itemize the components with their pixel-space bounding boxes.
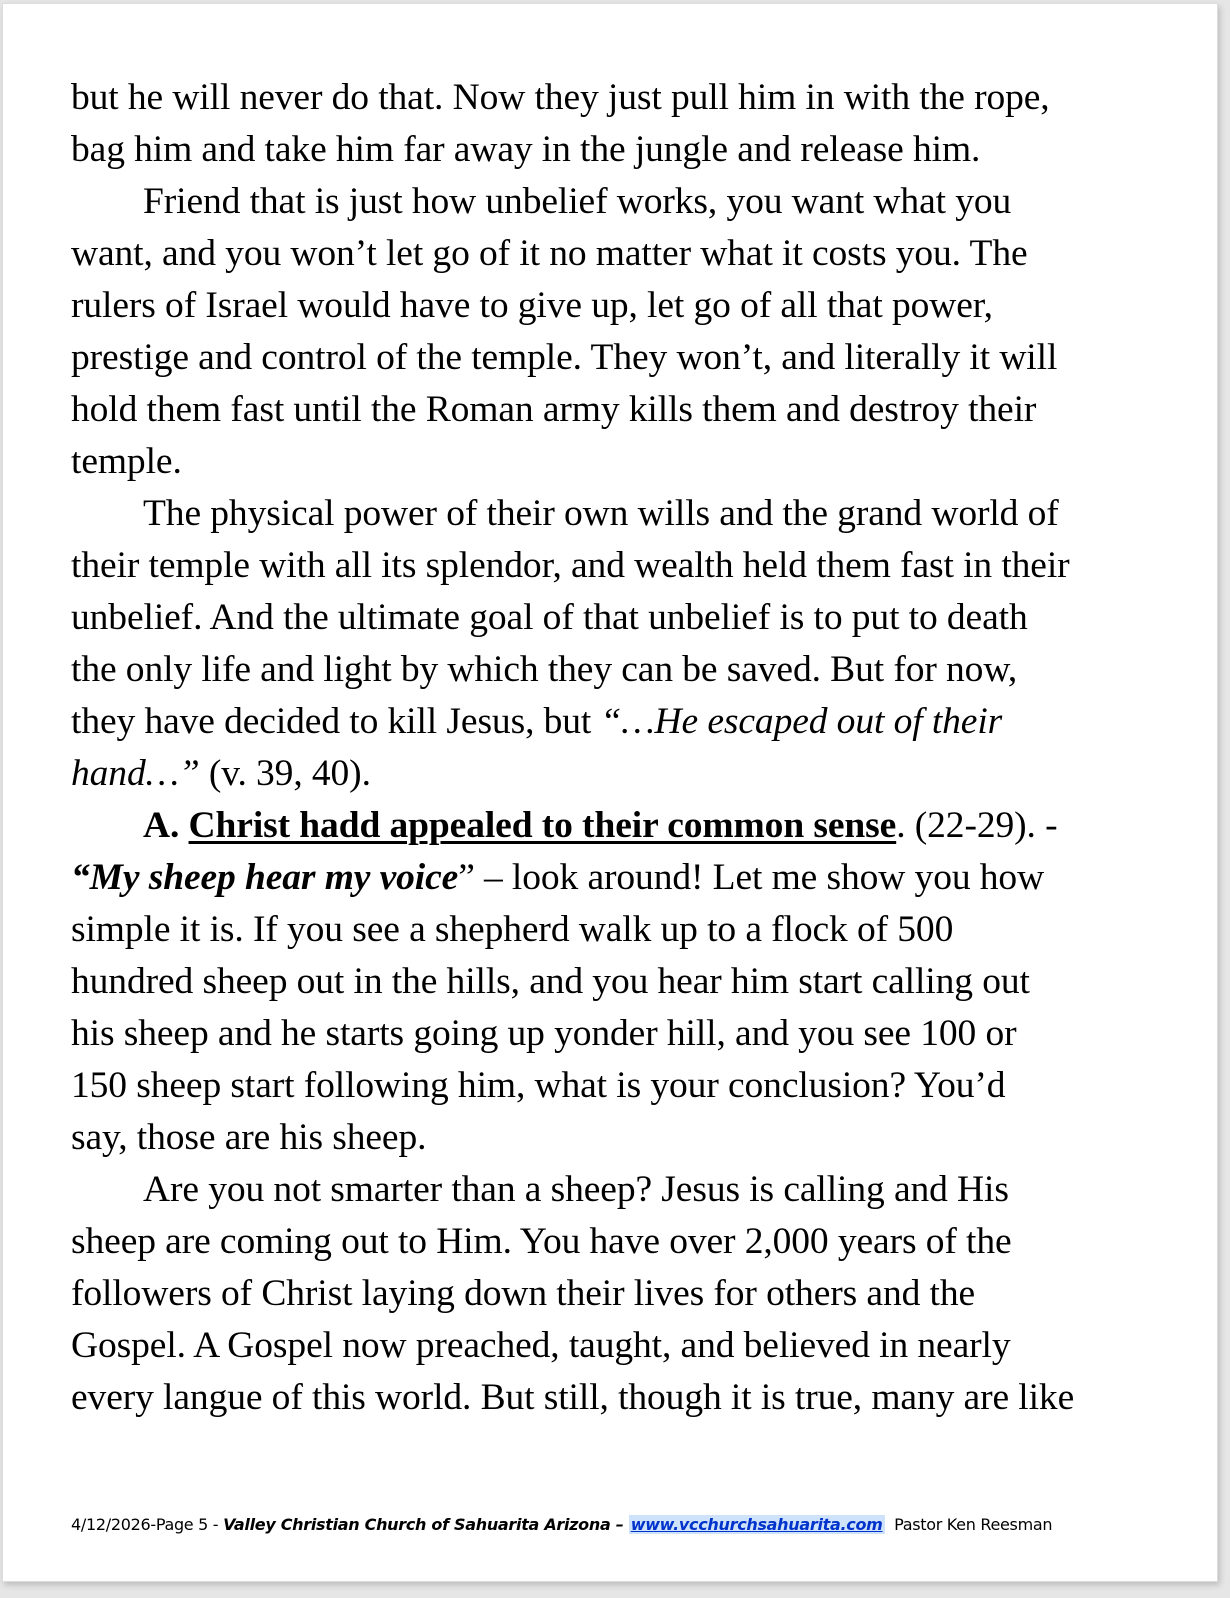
text-line: their temple with all its splendor, and wealth held them fast in their	[71, 545, 1070, 586]
text-line	[71, 752, 371, 796]
scripture-quote: “…He escaped out of their	[600, 701, 1003, 742]
text-line: but he will never do that. Now they just pull him in with the rope,	[71, 77, 1050, 118]
text-line: hold them fast until the Roman army kills them and destroy their	[71, 389, 1037, 430]
text-line	[71, 856, 1044, 900]
heading-suffix: . (22-29). -	[896, 805, 1058, 846]
footer-church-name: Valley Christian Church of Sahuarita Arizona –	[223, 1515, 629, 1534]
text-line: his sheep and he starts going up yonder hill, and you see 100 or	[71, 1013, 1017, 1054]
text-line: bag him and take him far away in the jungle and release him.	[71, 129, 981, 170]
text-line: simple it is. If you see a shepherd walk up to a flock of 500	[71, 909, 954, 950]
text-line: followers of Christ laying down their lives for others and the	[71, 1273, 976, 1314]
footer-pastor: Pastor Ken Reesman	[884, 1515, 1053, 1534]
text-line: temple.	[71, 441, 182, 482]
scripture-quote: hand…”	[71, 753, 200, 794]
document-page	[2, 3, 1218, 1582]
text-span: they have decided to kill Jesus, but	[71, 701, 601, 742]
text-line: the only life and light by which they can be saved. But for now,	[71, 649, 1018, 690]
footer-website-link[interactable]: www.vcchurchsahuarita.com	[630, 1515, 883, 1534]
text-line: Gospel. A Gospel now preached, taught, and believed in nearly	[71, 1325, 1011, 1366]
footer-date-page: 4/12/2026-Page 5 -	[71, 1515, 224, 1534]
section-heading	[143, 804, 1057, 848]
text-span: ” – look around! Let me show you how	[458, 857, 1045, 898]
text-line: say, those are his sheep.	[71, 1117, 427, 1158]
text-line: Friend that is just how unbelief works, you want what you	[143, 181, 1012, 222]
text-line	[71, 700, 1002, 744]
text-line: unbelief. And the ultimate goal of that unbelief is to put to death	[71, 597, 1028, 638]
text-line: hundred sheep out in the hills, and you hear him start calling out	[71, 961, 1030, 1002]
verse-reference: (v. 39, 40).	[199, 753, 371, 794]
text-line: rulers of Israel would have to give up, let go of all that power,	[71, 285, 993, 326]
heading-text: Christ hadd appealed to their common sense	[188, 805, 897, 846]
text-line: 150 sheep start following him, what is your conclusion? You’d	[71, 1065, 1006, 1106]
text-line: sheep are coming out to Him. You have over 2,000 years of the	[71, 1221, 1012, 1262]
heading-marker: A.	[143, 805, 189, 846]
text-line: The physical power of their own wills and the grand world of	[143, 493, 1059, 534]
text-line: want, and you won’t let go of it no matter what it costs you. The	[71, 233, 1028, 274]
text-line: every langue of this world. But still, though it is true, many are like	[71, 1377, 1075, 1418]
page-footer	[71, 1513, 1052, 1537]
text-line: Are you not smarter than a sheep? Jesus is calling and His	[143, 1169, 1009, 1210]
text-line: prestige and control of the temple. They won’t, and literally it will	[71, 337, 1058, 378]
scripture-quote: “My sheep hear my voice	[71, 857, 459, 898]
